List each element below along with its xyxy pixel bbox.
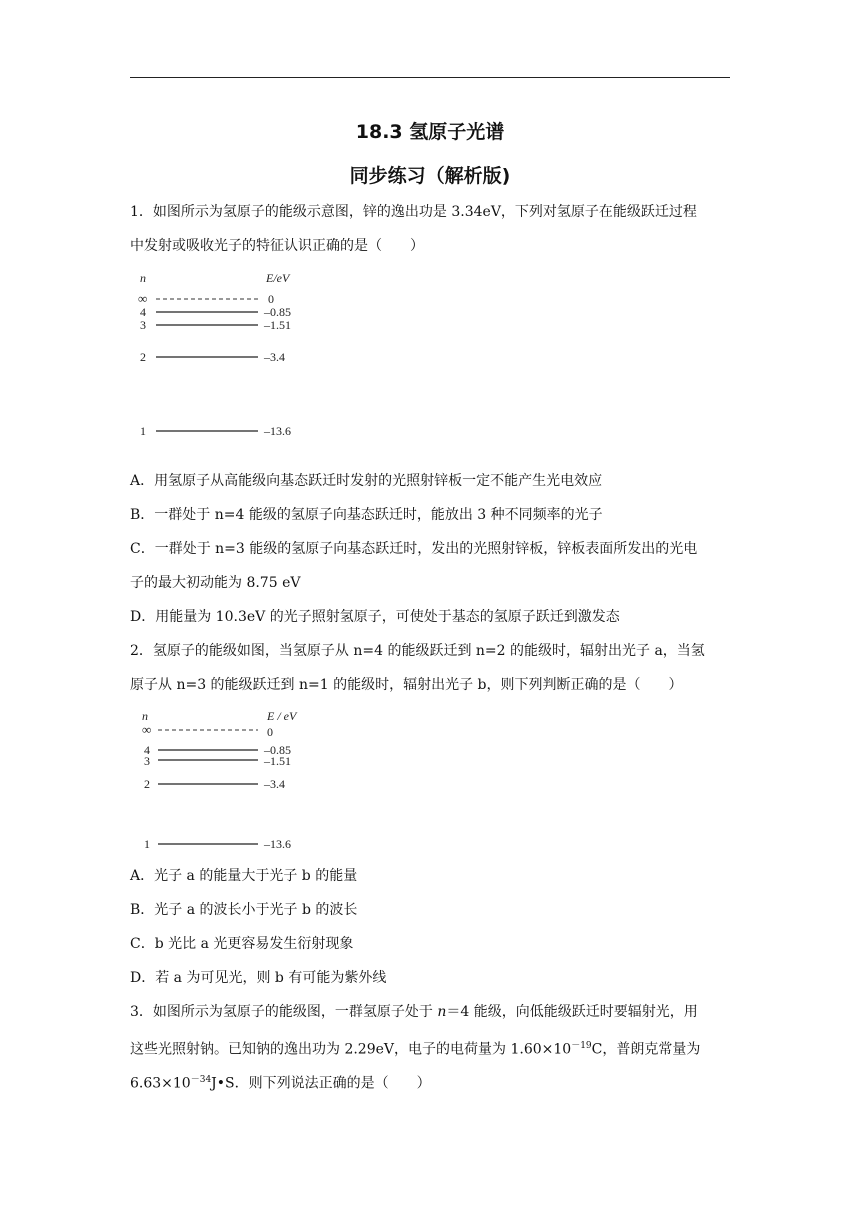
q2-level-2-n: 2 (144, 777, 150, 791)
q2-energy-level-diagram (130, 704, 320, 854)
q1-option-a: A．用氢原子从高能级向基态跃迁时发射的光照射锌板一定不能产生光电效应 (130, 473, 603, 489)
q2-level-3-e: –1.51 (264, 754, 291, 768)
q3-line3-part2: J•S．则下列说法正确的是（ ） (211, 1075, 431, 1092)
q1-level-1-n: 1 (140, 424, 146, 438)
page-title: 18.3 氢原子光谱 (355, 121, 505, 143)
q2-e-label: E / eV (267, 709, 297, 723)
q3-line3-part1: 6.63×10 (130, 1075, 191, 1092)
q2-n-label: n (142, 709, 148, 723)
q3-line2-exponent: －19 (571, 1041, 592, 1051)
q1-option-c-line1: C．一群处于 n=3 能级的氢原子向基态跃迁时，发出的光照射锌板，锌板表面所发出的光电 (130, 541, 698, 557)
q2-level-2-e: –3.4 (264, 777, 285, 791)
q3-line2-part2: C，普朗克常量为 (591, 1041, 701, 1058)
q3-line1-part2: ＝4 能级，向低能级跃迁时要辐射光，用 (446, 1004, 698, 1020)
q3-stem-line2 (130, 1037, 700, 1059)
q1-level-4-n: 4 (140, 305, 146, 319)
q2-option-a: A．光子 a 的能量大于光子 b 的能量 (130, 868, 358, 884)
q1-level-1-e: –13.6 (264, 424, 291, 438)
q1-stem-line2: 中发射或吸收光子的特征认识正确的是（ ） (130, 238, 424, 254)
q2-level-inf-e: 0 (267, 725, 273, 739)
q2-level-inf-n: ∞ (142, 722, 152, 737)
q1-level-2-n: 2 (140, 350, 146, 364)
q2-level-4-n: 4 (144, 743, 150, 757)
q2-level-4-e: –0.85 (264, 743, 291, 757)
q2-level-3-n: 3 (144, 754, 150, 768)
page-subtitle: 同步练习（解析版) (349, 165, 511, 187)
q1-option-c-line2: 子的最大初动能为 8.75 eV (130, 575, 301, 591)
header-rule (130, 77, 730, 78)
q1-n-label: n (140, 271, 146, 285)
q2-level-1-e: –13.6 (264, 837, 291, 851)
q1-e-label: E/eV (266, 271, 290, 285)
q1-option-d: D．用能量为 10.3eV 的光子照射氢原子，可使处于基态的氢原子跃迁到激发态 (130, 609, 620, 625)
q3-line1-part1: 3．如图所示为氢原子的能级图，一群氢原子处于 (130, 1004, 438, 1020)
q3-stem-line3 (130, 1071, 431, 1093)
q2-level-1-n: 1 (144, 837, 150, 851)
q3-line3-exponent: －34 (190, 1075, 212, 1085)
q3-stem-line1 (130, 1003, 698, 1021)
q2-option-d: D．若 a 为可见光，则 b 有可能为紫外线 (130, 970, 387, 986)
q2-stem-line2: 原子从 n=3 的能级跃迁到 n=1 的能级时，辐射出光子 b，则下列判断正确的是（ ） (130, 677, 683, 693)
q3-line1-var: n (437, 1004, 447, 1020)
q2-stem-line1: 2．氢原子的能级如图，当氢原子从 n=4 的能级跃迁到 n=2 的能级时，辐射出光子 a，当氢 (130, 643, 705, 659)
q1-level-2-e: –3.4 (264, 350, 285, 364)
q1-energy-level-diagram (130, 266, 320, 446)
q1-level-4-e: –0.85 (264, 305, 291, 319)
q3-line2-part1: 这些光照射钠。已知钠的逸出功为 2.29eV，电子的电荷量为 1.60×10 (130, 1041, 572, 1058)
q2-option-b: B．光子 a 的波长小于光子 b 的波长 (130, 902, 358, 918)
q1-level-inf-n: ∞ (138, 291, 148, 306)
q1-stem-line1: 1．如图所示为氢原子的能级示意图，锌的逸出功是 3.34eV，下列对氢原子在能级跃迁过程 (130, 204, 697, 220)
q1-option-b: B．一群处于 n=4 能级的氢原子向基态跃迁时，能放出 3 种不同频率的光子 (130, 507, 603, 523)
q2-option-c: C．b 光比 a 光更容易发生衍射现象 (130, 936, 354, 952)
q1-level-inf-e: 0 (268, 292, 274, 306)
q1-level-3-n: 3 (140, 318, 146, 332)
q1-level-3-e: –1.51 (264, 318, 291, 332)
